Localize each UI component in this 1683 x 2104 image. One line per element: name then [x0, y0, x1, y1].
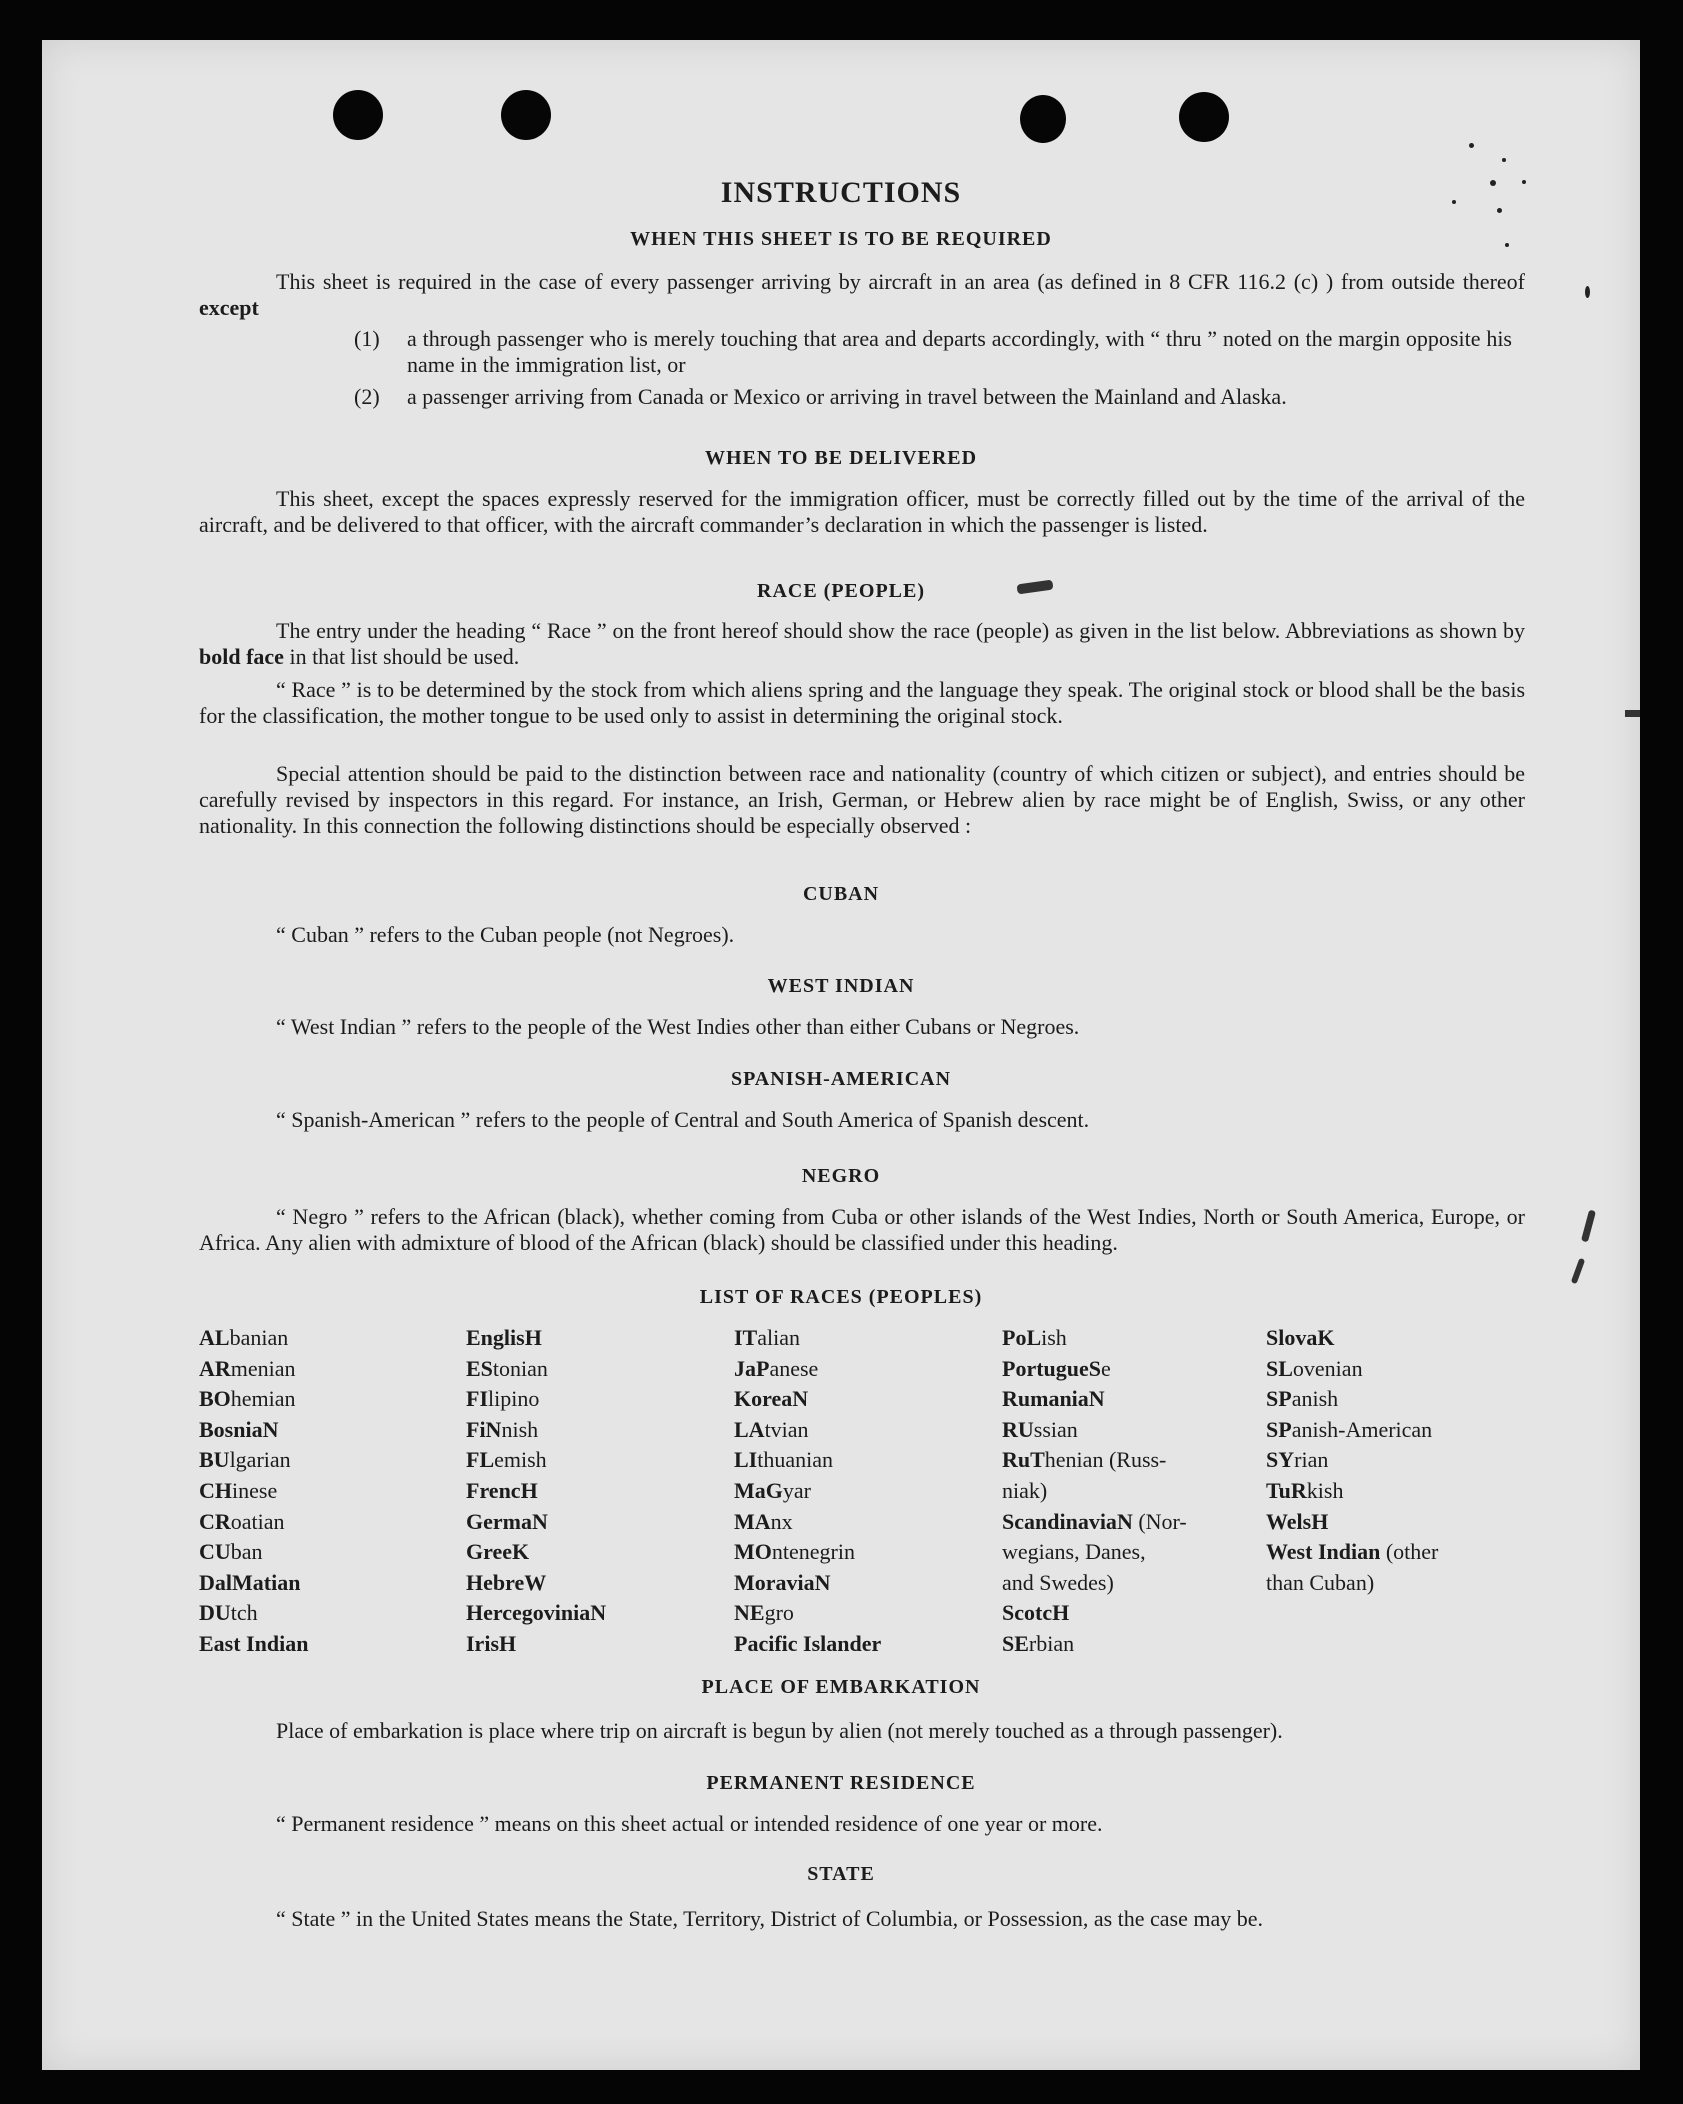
race-list-item — [1002, 1598, 1187, 1629]
race-list-item — [734, 1629, 881, 1660]
race-name-text: rbian — [1028, 1630, 1075, 1656]
race-name-text: nish — [501, 1416, 539, 1442]
race-name-text: emish — [494, 1447, 547, 1473]
race-name-text: banian — [229, 1325, 289, 1350]
race-paragraph-2: “ Race ” is to be determined by the stock from which aliens spring and the language they speak. The original stock or blood shall be the basis for the classification, the mother tongue to be used only to assist in determining the original stock. — [199, 677, 1525, 728]
race-abbrev-bold: Gree — [466, 1539, 513, 1565]
race-abbrev-bold: SY — [1266, 1447, 1295, 1473]
race-list-item — [1002, 1384, 1187, 1415]
race-abbrev-bold: H — [520, 1477, 538, 1503]
race-name-text: menian — [230, 1355, 296, 1381]
race-list-item — [1002, 1445, 1187, 1506]
race-list-item — [466, 1384, 606, 1415]
race-abbrev-bold: K — [1317, 1325, 1335, 1350]
race-name-text: anese — [769, 1355, 819, 1381]
race-list-item — [1002, 1507, 1187, 1599]
race-abbrev-bold: N — [531, 1508, 548, 1534]
race-abbrev-bold: W — [524, 1569, 547, 1595]
state-text: “ State ” in the United States means the State, Territory, District of Columbia, or Possession, as the case may be. — [276, 1906, 1264, 1931]
race-name-text: tch — [230, 1600, 258, 1626]
race-name-text: ban — [230, 1539, 263, 1565]
race-name-text: anish-American — [1291, 1416, 1433, 1442]
cuban-text: “ Cuban ” refers to the Cuban people (not Negroes). — [276, 922, 735, 947]
race-name-text: e — [1101, 1355, 1111, 1381]
race-list-item — [1002, 1323, 1187, 1354]
race-abbrev-bold: FI — [466, 1386, 488, 1412]
race-list-item — [199, 1629, 308, 1660]
race-abbrev-bold: FL — [466, 1447, 495, 1473]
race-list-item — [734, 1598, 881, 1629]
ink-smear — [1581, 1210, 1596, 1243]
race-name-text: ssian — [1033, 1416, 1078, 1442]
ink-smear — [1571, 1258, 1586, 1284]
race-list-item — [734, 1568, 881, 1599]
race-name-text: oatian — [230, 1508, 285, 1534]
race-list-item — [1002, 1354, 1187, 1385]
race-abbrev-bold: Iris — [466, 1630, 499, 1656]
race-abbrev-bold: K — [512, 1539, 530, 1565]
race-abbrev-bold: AR — [199, 1355, 231, 1381]
section-heading-race: RACE (PEOPLE) — [757, 580, 925, 602]
punch-hole — [1020, 95, 1066, 143]
race-list-item — [199, 1323, 308, 1354]
race-list-item — [734, 1507, 881, 1538]
race-name-text: gro — [764, 1600, 794, 1626]
race-list-column-2 — [466, 1323, 606, 1660]
race-name-text: kish — [1306, 1477, 1344, 1503]
race-abbrev-bold: PortugueS — [1002, 1355, 1101, 1381]
race-list-item — [734, 1354, 881, 1385]
race-abbrev-bold: Rumania — [1002, 1386, 1089, 1412]
race-list-item — [199, 1384, 308, 1415]
race-list-item — [466, 1415, 606, 1446]
speck-mark — [1502, 158, 1506, 162]
speck-mark — [1585, 286, 1590, 298]
race-abbrev-bold: Scandinavia — [1002, 1508, 1117, 1534]
page-title: INSTRUCTIONS — [720, 176, 962, 209]
when-required-intro: This sheet is required in the case of every passenger arriving by aircraft in an area (as defined in 8 CFR 116.2 (c) ) from outside thereof except — [199, 269, 1525, 320]
race-abbrev-bold: Frenc — [466, 1477, 521, 1503]
race-abbrev-bold: East Indian — [199, 1630, 309, 1656]
race-list-column-1 — [199, 1323, 308, 1660]
race-abbrev-bold: H — [1052, 1600, 1070, 1626]
race-abbrev-bold: Moravia — [734, 1569, 815, 1595]
race-abbrev-bold: Hercegovinia — [466, 1600, 591, 1626]
edge-mark — [1625, 710, 1640, 717]
race-name-text: (other than Cuban) — [1266, 1539, 1439, 1595]
when-delivered-text: This sheet, except the spaces expressly reserved for the immigration officer, must be correctly filled out by the time of the arrival of the aircraft, and be delivered to that officer, with the aircraft commander’s declaration in which the passenger is listed. — [199, 486, 1525, 537]
race-name-text: ovenian — [1292, 1355, 1363, 1381]
punch-hole — [1179, 92, 1229, 142]
race-abbrev-bold: AL — [199, 1325, 230, 1350]
exception-item-1: (1) a through passenger who is merely touching that area and departs accordingly, with “ thru ” noted on the margin opposite his name in the immigration list, or — [354, 326, 1512, 377]
race-list-item — [466, 1568, 606, 1599]
race-list-column-4 — [1002, 1323, 1187, 1660]
race-list-item — [1266, 1354, 1438, 1385]
negro-text: “ Negro ” refers to the African (black), whether coming from Cuba or other islands of the West Indies, North or South America, Europe, or Africa. Any alien with admixture of blood of the African (black) should be classified under this heading. — [199, 1204, 1525, 1255]
race-abbrev-bold: CH — [199, 1477, 232, 1503]
race-abbrev-bold: Korea — [734, 1386, 793, 1412]
race-abbrev-bold: BU — [199, 1447, 230, 1473]
race-abbrev-bold: MaG — [734, 1477, 783, 1503]
race-abbrev-bold: NE — [734, 1600, 765, 1626]
section-heading-state: STATE — [807, 1863, 875, 1885]
race-list-item — [199, 1445, 308, 1476]
race-list-item — [466, 1598, 606, 1629]
punch-hole — [501, 90, 551, 140]
race-name-text: lgarian — [229, 1447, 291, 1473]
race-abbrev-bold: Slova — [1266, 1325, 1318, 1350]
race-name-text: (Nor- wegians, Danes, and Swedes) — [1002, 1508, 1187, 1595]
race-abbrev-bold: H — [524, 1325, 542, 1350]
race-list-item — [1002, 1629, 1187, 1660]
section-heading-when-delivered: WHEN TO BE DELIVERED — [704, 447, 978, 469]
race-list-item — [734, 1323, 881, 1354]
race-abbrev-bold: Bosnia — [199, 1416, 263, 1442]
race-abbrev-bold: RuT — [1002, 1447, 1045, 1473]
race-name-text: rian — [1294, 1447, 1329, 1473]
race-abbrev-bold: N — [1088, 1386, 1105, 1412]
race-name-text: hemian — [230, 1386, 296, 1412]
race-abbrev-bold: MA — [734, 1508, 771, 1534]
race-abbrev-bold: West Indian — [1266, 1539, 1381, 1565]
race-abbrev-bold: IT — [734, 1325, 758, 1350]
race-abbrev-bold: CU — [199, 1539, 231, 1565]
race-list-item — [734, 1537, 881, 1568]
west-indian-text: “ West Indian ” refers to the people of the West Indies other than either Cubans or Negroes. — [276, 1014, 1080, 1039]
section-heading-cuban: CUBAN — [802, 883, 880, 905]
race-list-item — [734, 1476, 881, 1507]
race-list-item — [1266, 1537, 1438, 1598]
race-list-item — [199, 1354, 308, 1385]
race-list-item — [1266, 1476, 1438, 1507]
race-list-column-3 — [734, 1323, 881, 1660]
race-list-item — [199, 1568, 308, 1599]
race-list-item — [1266, 1415, 1438, 1446]
race-list-item — [1266, 1384, 1438, 1415]
embarkation-text: Place of embarkation is place where trip on aircraft is begun by alien (not merely touched as a through passenger). — [276, 1718, 1283, 1743]
section-heading-negro: NEGRO — [801, 1165, 881, 1187]
race-abbrev-bold: LI — [734, 1447, 758, 1473]
section-heading-list-of-races: LIST OF RACES (PEOPLES) — [699, 1286, 983, 1308]
race-name-text: henian (Russ- niak) — [1002, 1447, 1167, 1503]
race-abbrev-bold: SP — [1266, 1416, 1292, 1442]
race-abbrev-bold: FiN — [466, 1416, 502, 1442]
race-list-item — [734, 1445, 881, 1476]
race-name-text: thuanian — [757, 1447, 834, 1473]
race-abbrev-bold: N — [792, 1386, 809, 1412]
section-heading-when-required: WHEN THIS SHEET IS TO BE REQUIRED — [630, 228, 1052, 250]
race-abbrev-bold: JaP — [734, 1355, 770, 1381]
race-abbrev-bold: CR — [199, 1508, 231, 1534]
race-list-item — [466, 1323, 606, 1354]
race-abbrev-bold: LA — [734, 1416, 765, 1442]
race-name-text: tvian — [764, 1416, 809, 1442]
race-list-item — [1002, 1415, 1187, 1446]
race-list-item — [734, 1415, 881, 1446]
race-name-text: nx — [770, 1508, 793, 1534]
race-list-item — [466, 1629, 606, 1660]
race-list-item — [466, 1507, 606, 1538]
race-abbrev-bold: Wels — [1266, 1508, 1312, 1534]
section-heading-permanent-residence: PERMANENT RESIDENCE — [706, 1772, 976, 1794]
speck-mark — [1469, 143, 1474, 148]
race-paragraph-3: Special attention should be paid to the distinction between race and nationality (country of which citizen or subject), and entries should be carefully revised by inspectors in this regard. For instance, an Irish, German, or Hebrew alien by race might be of English, Swiss, or any other nationality. In this connection the following distinctions should be especially observed : — [199, 761, 1525, 838]
race-list-item — [1266, 1323, 1438, 1354]
race-abbrev-bold: Pacific Islander — [734, 1630, 882, 1656]
race-abbrev-bold: H — [1311, 1508, 1329, 1534]
punch-hole — [333, 90, 383, 140]
race-list-item — [466, 1476, 606, 1507]
race-abbrev-bold: N — [262, 1416, 279, 1442]
race-paragraph-1: The entry under the heading “ Race ” on the front hereof should show the race (people) as given in the list below. Abbreviations as shown by bold face in that list should be used. — [199, 618, 1525, 669]
race-abbrev-bold: PoL — [1002, 1325, 1042, 1350]
race-list-item — [466, 1537, 606, 1568]
race-abbrev-bold: N — [1116, 1508, 1133, 1534]
race-abbrev-bold: Scotc — [1002, 1600, 1053, 1626]
race-name-text: anish — [1291, 1386, 1339, 1412]
race-list-item — [199, 1476, 308, 1507]
race-list-column-5 — [1266, 1323, 1438, 1598]
race-abbrev-bold: DU — [199, 1600, 231, 1626]
race-abbrev-bold: Hebre — [466, 1569, 525, 1595]
race-abbrev-bold: Germa — [466, 1508, 532, 1534]
race-list-item — [199, 1598, 308, 1629]
section-heading-west-indian: WEST INDIAN — [767, 975, 915, 997]
race-name-text: yar — [782, 1477, 811, 1503]
race-list-item — [199, 1415, 308, 1446]
race-name-text: tonian — [492, 1355, 548, 1381]
race-abbrev-bold: H — [499, 1630, 517, 1656]
race-abbrev-bold: RU — [1002, 1416, 1034, 1442]
section-heading-embarkation: PLACE OF EMBARKATION — [701, 1676, 981, 1698]
race-abbrev-bold: SE — [1002, 1630, 1029, 1656]
race-abbrev-bold: Matian — [232, 1569, 301, 1595]
race-abbrev-bold: ES — [466, 1355, 493, 1381]
race-abbrev-bold: Dal — [199, 1569, 232, 1595]
race-list-item — [466, 1445, 606, 1476]
race-name-text: lipino — [488, 1386, 540, 1412]
race-name-text: ntenegrin — [771, 1539, 855, 1565]
race-name-text: alian — [757, 1325, 801, 1350]
race-list-item — [199, 1507, 308, 1538]
race-abbrev-bold: N — [814, 1569, 831, 1595]
race-abbrev-bold: Englis — [466, 1325, 525, 1350]
document-page — [42, 40, 1640, 2070]
section-heading-spanish-american: SPANISH-AMERICAN — [730, 1068, 952, 1090]
race-list-item — [1266, 1507, 1438, 1538]
race-abbrev-bold: BO — [199, 1386, 231, 1412]
race-name-text: ish — [1041, 1325, 1067, 1350]
race-name-text: inese — [232, 1477, 278, 1503]
race-list-item — [199, 1537, 308, 1568]
race-abbrev-bold: MO — [734, 1539, 772, 1565]
exception-item-2: (2) a passenger arriving from Canada or Mexico or arriving in travel between the Mainland and Alaska. — [354, 384, 1287, 409]
spanish-american-text: “ Spanish-American ” refers to the people of Central and South America of Spanish descent. — [276, 1107, 1090, 1132]
race-list-item — [1266, 1445, 1438, 1476]
race-abbrev-bold: TuR — [1266, 1477, 1307, 1503]
permanent-residence-text: “ Permanent residence ” means on this sheet actual or intended residence of one year or more. — [276, 1811, 1103, 1836]
race-list-item — [466, 1354, 606, 1385]
race-list-item — [734, 1384, 881, 1415]
race-abbrev-bold: SL — [1266, 1355, 1293, 1381]
race-abbrev-bold: N — [590, 1600, 607, 1626]
race-abbrev-bold: SP — [1266, 1386, 1292, 1412]
